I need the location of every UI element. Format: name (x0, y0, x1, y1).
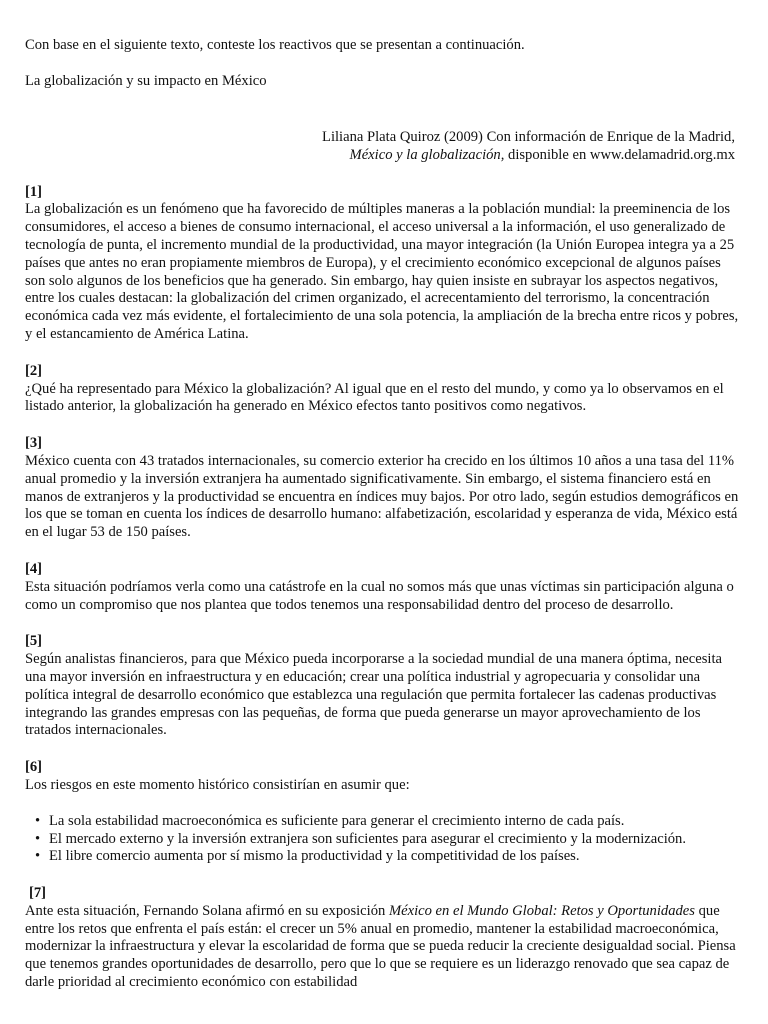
document-body (25, 184, 741, 992)
section-5 (25, 633, 741, 740)
paragraph-text-end: que entre los retos que enfrenta el país están: el crecer un 5% anual en promedio, mantener la estabilidad macroeconómica, modernizar la infraestructura y elevar la escolaridad de forma que se pueda reducir la creciente desigualdad social. Piensa que tenemos grandes oportunidades de desarrollo, pero que lo que se requiere es un liderazgo renovado que sea capaz de darle prioridad al crecimiento económico con estabilidad (25, 902, 736, 991)
section-number: [6] (25, 759, 43, 776)
section-number: [1] (25, 183, 43, 200)
list-item (25, 813, 741, 831)
section-7 (25, 885, 741, 992)
section-paragraph: Según analistas financieros, para que México pueda incorporarse a la sociedad mundial de una manera óptima, necesita una mayor inversión en infraestructura y en educación; crear una política industrial y agropecuaria y consolidar una política integral de desarrollo económico que establezca una regulación que permita fortalecer las cadenas productivas integrando las grandes empresas con las pequeñas, de forma que pueda generarse un mayor aprovechamiento de los tratados internacionales. (25, 651, 722, 739)
section-1 (25, 184, 741, 344)
section-paragraph: México cuenta con 43 tratados internacionales, su comercio exterior ha crecido en los últimos 10 años a una tasa del 11% anual promedio y la inversión extranjera ha aumentado significativamente. Sin embargo, el sistema financiero está en manos de extranjeros y la productividad se encuentra en índices muy bajos. Por otro lado, según estudios demográficos en los que se toman en cuenta los índices de desarrollo humano: alfabetización, escolaridad y esperanza de vida, México está en el lugar 53 de 150 países. (25, 452, 739, 541)
bullet-icon: • (35, 812, 41, 829)
citation (25, 128, 735, 164)
citation-line-1: Liliana Plata Quiroz (2009) Con información de Enrique de la Madrid, (322, 128, 735, 145)
section-number: [3] (25, 435, 43, 452)
exposition-title: México en el Mundo Global: Retos y Oportunidades (388, 902, 695, 919)
section-paragraph: Esta situación podríamos verla como una catástrofe en la cual no somos más que unas víctimas sin participación alguna o como un compromiso que nos plantea que todos tenemos una responsabilidad dentro del proceso de desarrollo. (25, 578, 734, 613)
bullet-icon: • (35, 830, 41, 847)
section-3 (25, 435, 741, 542)
bullet-icon: • (35, 848, 41, 865)
paragraph-text-start: Ante esta situación, Fernando Solana afirmó en su exposición (25, 902, 389, 919)
section-number: [2] (25, 362, 43, 379)
section-number: [7] (29, 885, 47, 902)
citation-line-2: disponible en www.delamadrid.org.mx (504, 146, 735, 163)
list-item-text: El libre comercio aumenta por sí mismo la productividad y la competitividad de los países. (49, 848, 580, 865)
list-item (25, 831, 741, 849)
citation-book-title: México y la globalización, (349, 146, 505, 163)
section-number: [4] (25, 560, 43, 577)
risk-list (25, 813, 741, 866)
section-6 (25, 759, 741, 866)
section-2 (25, 363, 741, 416)
section-paragraph (25, 903, 741, 992)
section-4 (25, 561, 741, 614)
list-item (25, 848, 741, 866)
document-title: La globalización y su impacto en México (25, 72, 267, 89)
section-paragraph: ¿Qué ha representado para México la globalización? Al igual que en el resto del mundo, y como ya lo observamos en el listado anterior, la globalización ha generado en México efectos tanto positivos como negativos. (25, 380, 724, 415)
section-paragraph: La globalización es un fenómeno que ha favorecido de múltiples maneras a la población mundial: la preeminencia de los consumidores, el acceso a bienes de consumo internacional, el acceso universal a la información, el uso generalizado de tecnología de punta, el incremento mundial de la productividad, una mayor integración (la Unión Europea integra ya a 25 países que antes no eran propiamente miembros de Europa), y el crecimiento económico excepcional de algunos países son solo algunos de los beneficios que ha generado. Sin embargo, hay quien insiste en subrayar los aspectos negativos, entre los cuales destacan: la globalización del crimen organizado, el acrecentamiento del terrorismo, la concentración económica cada vez más evidente, el fortalecimiento de una sola potencia, la ampliación de la brecha entre ricos y pobres, y el estancamiento de América Latina. (25, 201, 739, 342)
section-paragraph: Los riesgos en este momento histórico consistirían en asumir que: (25, 776, 410, 793)
instructions-text: Con base en el siguiente texto, conteste los reactivos que se presentan a continuación. (25, 37, 525, 53)
document-page (25, 37, 741, 992)
list-item-text: La sola estabilidad macroeconómica es suficiente para generar el crecimiento interno de cada país. (49, 812, 625, 829)
list-item-text: El mercado externo y la inversión extranjera son suficientes para asegurar el crecimiento y la modernización. (49, 830, 686, 847)
section-number: [5] (25, 633, 43, 650)
